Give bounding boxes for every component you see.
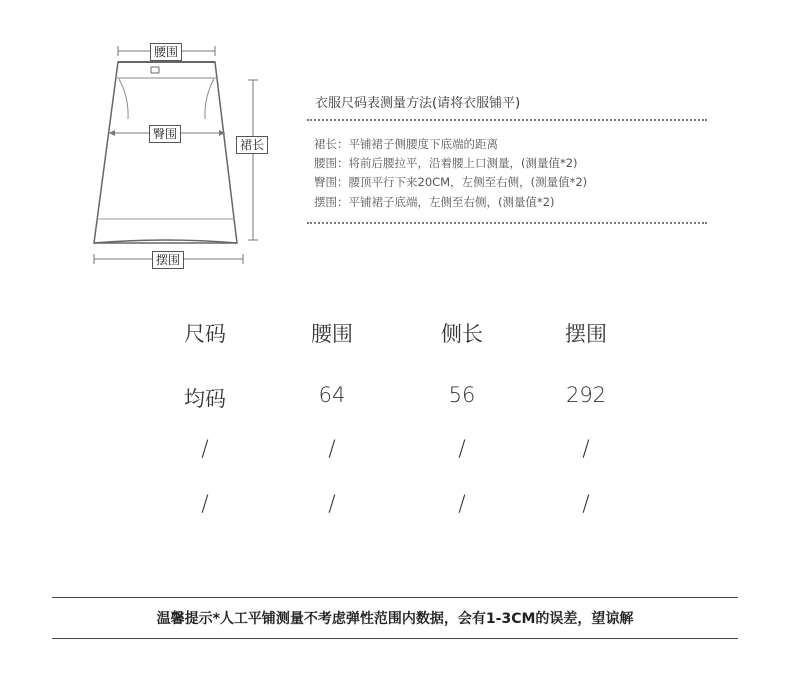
note-waist: 腰围：将前后腰拉平，沿着腰上口测量，(测量值*2) [314, 156, 578, 170]
header-hem: 摆围 [565, 322, 607, 346]
table-cell: 56 [448, 383, 476, 407]
waist-label: 腰围 [150, 43, 182, 61]
divider-bottom [307, 222, 707, 224]
table-cell: / [582, 492, 590, 517]
table-cell: / [582, 437, 590, 462]
footer-divider-top [52, 597, 738, 598]
table-cell: / [458, 492, 466, 517]
header-waist: 腰围 [311, 322, 353, 346]
note-length: 裙长：平铺裙子侧腰度下底端的距离 [314, 137, 498, 151]
footer-note: 温馨提示*人工平铺测量不考虑弹性范围内数据，会有1-3CM的误差，望谅解 [156, 611, 634, 627]
header-side-length: 侧长 [441, 322, 483, 346]
table-cell: / [328, 437, 336, 462]
table-cell: 64 [318, 383, 346, 407]
table-cell: 均码 [184, 387, 226, 411]
note-hip: 臀围：腰顶平行下来20CM，左侧至右侧，(测量值*2) [314, 175, 588, 189]
divider-top [307, 119, 707, 121]
table-cell: / [201, 492, 209, 517]
skirt-illustration [85, 35, 285, 275]
hem-label: 摆围 [152, 251, 184, 269]
note-hem: 摆围：平铺裙子底端，左侧至右侧，(测量值*2) [314, 195, 555, 209]
footer-divider-bottom [52, 638, 738, 639]
measurement-method-title: 衣服尺码表测量方法(请将衣服铺平) [315, 96, 521, 111]
table-cell: 292 [565, 383, 607, 407]
skirt-diagram [85, 35, 285, 275]
length-label: 裙长 [236, 136, 268, 154]
table-cell: / [458, 437, 466, 462]
hip-label: 臀围 [149, 125, 181, 143]
table-cell: / [201, 437, 209, 462]
table-cell: / [328, 492, 336, 517]
header-size: 尺码 [184, 322, 226, 346]
